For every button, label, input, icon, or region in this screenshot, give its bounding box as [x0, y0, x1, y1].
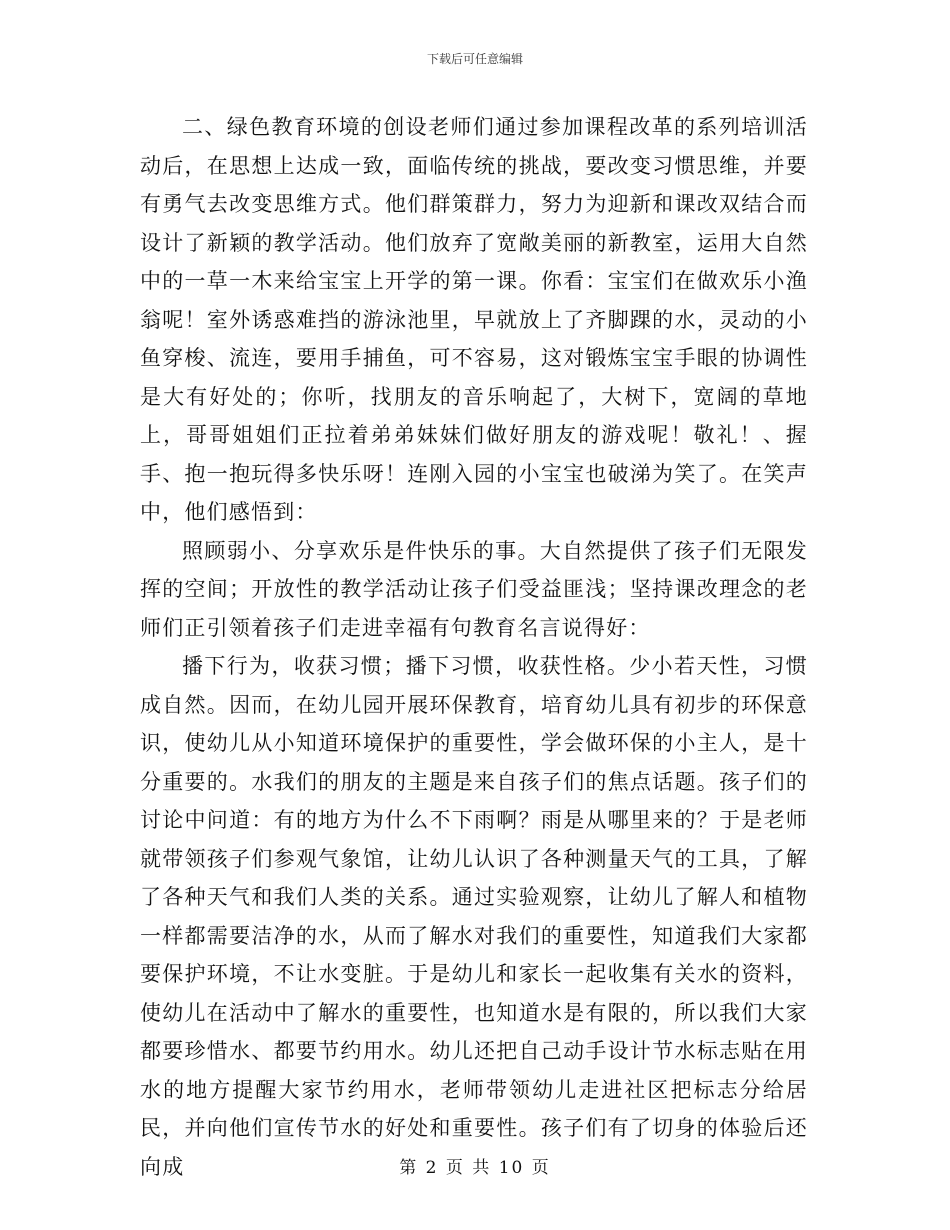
body-paragraph: 播下行为，收获习惯；播下习惯，收获性格。少小若天性，习惯成自然。因而，在幼儿园开展环保教育，培育幼儿具有初步的环保意识，使幼儿从小知道环境保护的重要性，学会做环保的小主人，是十分重要的。水我们的朋友的主题是来自孩子们的焦点话题。孩子们的讨论中问道：有的地方为什么不下雨啊？雨是从哪里来的？于是老师就带领孩子们参观气象馆，让幼儿认识了各种测量天气的工具，了解了各种天气和我们人类的关系。通过实验观察，让幼儿了解人和植物一样都需要洁净的水，从而了解水对我们的重要性，知道我们大家都要保护环境，不让水变脏。于是幼儿和家长一起收集有关水的资料，使幼儿在活动中了解水的重要性，也知道水是有限的，所以我们大家都要珍惜水、都要节约用水。幼儿还把自己动手设计节水标志贴在用水的地方提醒大家节约用水，老师带领幼儿走进社区把标志分给居民，并向他们宣传节水的好处和重要性。孩子们有了切身的体验后还向成 — [140, 654, 808, 1179]
page-header-note: 下载后可任意编辑 — [426, 52, 523, 66]
body-paragraph: 二、绿色教育环境的创设老师们通过参加课程改革的系列培训活动后，在思想上达成一致，面临传统的挑战，要改变习惯思维，并要有勇气去改变思维方式。他们群策群力，努力为迎新和课改双结合而设计了新颖的教学活动。他们放弃了宽敞美丽的新教室，运用大自然中的一草一木来给宝宝上开学的第一课。你看：宝宝们在做欢乐小渔翁呢！室外诱惑难挡的游泳池里，早就放上了齐脚踝的水，灵动的小鱼穿梭、流连，要用手捕鱼，可不容易，这对锻炼宝宝手眼的协调性是大有好处的；你听，找朋友的音乐响起了，大树下，宽阔的草地上，哥哥姐姐们正拉着弟弟妹妹们做好朋友的游戏呢！敬礼！、握手、抱一抱玩得多快乐呀！连刚入园的小宝宝也破涕为笑了。在笑声中，他们感悟到： — [140, 115, 808, 524]
body-paragraph: 照顾弱小、分享欢乐是件快乐的事。大自然提供了孩子们无限发挥的空间；开放性的教学活动让孩子们受益匪浅；坚持课改理念的老师们正引领着孩子们走进幸福有句教育名言说得好： — [140, 538, 808, 640]
page-number-footer: 第 2 页 共 10 页 — [399, 1158, 551, 1178]
document-body — [140, 108, 808, 1186]
